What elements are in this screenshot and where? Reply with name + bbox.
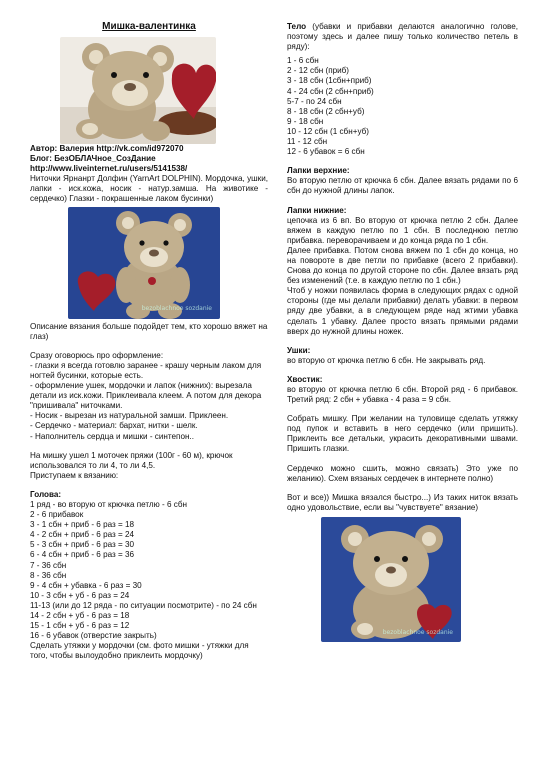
head-row: 9 - 4 сбн + убавка - 6 раз = 30 <box>30 580 142 590</box>
outro-text: Вот и все)) Мишка вязался быстро...) Из таких ниток вязать одно удовольствие, если вы "чувствуете" вязание) <box>287 492 518 512</box>
bear-photo-middle <box>68 207 220 319</box>
body-heading: Тело <box>287 22 307 31</box>
head-row: 4 - 2 сбн + приб - 6 раз = 24 <box>30 530 135 540</box>
body-row: 11 - 12 сбн <box>287 137 328 147</box>
blog-line: Блог: БезОБЛАЧное_СозДание <box>30 154 156 164</box>
body-row: 5-7 - по 24 сбн <box>287 96 342 106</box>
body-intro: (убавки и прибавки делаются аналогично голове, поэтому здесь и далее пишу только количество петель в ряду): <box>287 22 518 52</box>
body-row: 9 - 18 сбн <box>287 116 324 126</box>
head-row: 8 - 36 сбн <box>30 570 67 580</box>
design-note: - Наполнитель сердца и мишки - синтепон.. <box>30 431 194 441</box>
lower-paws-text: Далее прибавка. Потом снова вяжем по 1 сбн до конца, но на повороте в две петли по прибавке (всего 2 прибавки). Снова до конца по другой стороне по сбн. Далее вязать ряд без изменений (т.е. в каждую петлю по 1 сбн.) <box>287 245 518 286</box>
photo-watermark: bezoblachnoe sozdanie <box>382 628 453 636</box>
lower-paws-text: Чтоб у ножки появилась форма в следующих рядах с одной стороны (где мы делали прибавки) делать убавки: в первом ряду две убавки, а в следующем ряде над жтими убавка сделать 1 убавку. Далее просто вязать прямыми рядами вверх до нужной длины ножек. <box>287 286 518 336</box>
assembly-text: Собрать мишку. При желании на туловище сделать утяжку под пупок и вставить в него сердечко (или пришить). Приклеить все детальки, украсить декоративными швами. Пришить глазки. <box>287 414 518 454</box>
materials-text: Ниточки Ярнанрт Долфин (YarnArt DOLPHIN). Мордочка, ушки, лапки - иск.кожа, носик - натур.замша. На животике - сердечко) Глазки - покрашенные лаком бусинки) <box>30 174 268 204</box>
body-row: 12 - 6 убавок = 6 сбн <box>287 147 365 157</box>
design-note: - Носик - вырезан из натуральной замши. Приклеен. <box>30 411 229 421</box>
left-column <box>30 22 268 661</box>
intro-note: Описание вязания больше подойдет тем, кто хорошо вяжет на глаз) <box>30 321 268 341</box>
lower-paws-text: цепочка из 6 вп. Во вторую от крючка петлю 2 сбн. Далее вяжем в каждую петлю по 1 сбн. В последнюю петлю прибавка. переворачиваем и до конца ряда по 1 сбн. <box>287 215 518 245</box>
tail-heading: Хвостик: <box>287 374 323 384</box>
head-row: 5 - 3 сбн + приб - 6 раз = 30 <box>30 540 135 550</box>
head-row: Сделать утяжки у мордочки (см. фото мишки - утяжки для того, чтобы вылоудобно приклеить мордочку) <box>30 641 249 661</box>
head-row: 6 - 4 сбн + приб - 6 раз = 36 <box>30 550 135 560</box>
head-row: 2 - 6 прибавок <box>30 510 84 520</box>
head-heading: Голова: <box>30 489 62 499</box>
body-row: 10 - 12 сбн (1 сбн+уб) <box>287 126 369 136</box>
design-note: - Сердечко - материал: бархат, нитки - шелк. <box>30 421 198 431</box>
blog-url[interactable]: http://www.liveinternet.ru/users/5141538/ <box>30 164 188 174</box>
head-row: 1 ряд - во вторую от крючка петлю - 6 сбн <box>30 499 187 509</box>
lower-paws-heading: Лапки нижние: <box>287 205 347 215</box>
tail-text: во вторую от крючка петлю 6 сбн. Второй ряд - 6 прибавок. Третий ряд: 2 сбн + убавка - 4 раза = 9 сбн. <box>287 385 518 405</box>
design-note: - оформление ушек, мордочки и лапок (нижних): вырезала детали из иск.кожи. Приклеивала клеем. А потом для декора "пришивала" ниточками. <box>30 381 262 411</box>
upper-paws-text: Во вторую петлю от крючка 6 сбн. Далее вязать рядами по 6 сбн до нужной длины лапок. <box>287 176 518 196</box>
head-row: 15 - 1 сбн + уб - 6 раз = 12 <box>30 621 130 631</box>
design-notes-heading: Сразу оговорюсь про оформление: <box>30 350 164 360</box>
body-row: 3 - 18 сбн (1сбн+приб) <box>287 76 372 86</box>
ears-text: во вторую от крючка петлю 6 сбн. Не закрывать ряд. <box>287 355 486 365</box>
bear-on-blue-image <box>68 207 220 319</box>
upper-paws-heading: Лапки верхние: <box>287 166 350 176</box>
bear-close-up-image <box>321 517 461 642</box>
body-row: 1 - 6 сбн <box>287 56 319 66</box>
body-row: 8 - 18 сбн (2 сбн+уб) <box>287 106 365 116</box>
bear-photo-top <box>60 37 216 144</box>
head-row: 11-13 (или до 12 ряда - по ситуации посмотрите) - по 24 сбн <box>30 600 257 610</box>
right-column <box>287 22 518 642</box>
photo-watermark: bezoblachnoe sozdanie <box>141 305 212 313</box>
head-row: 3 - 1 сбн + приб - 6 раз = 18 <box>30 520 135 530</box>
bear-with-heart-image <box>60 37 216 144</box>
body-section <box>287 22 518 52</box>
head-row: 14 - 2 сбн + уб - 6 раз = 18 <box>30 611 130 620</box>
author-line: Автор: Валерия http://vk.com/id972070 <box>30 144 184 153</box>
start-note: Приступаем к вязанию: <box>30 470 119 480</box>
body-row: 4 - 24 сбн (2 сбн+приб) <box>287 86 374 96</box>
heart-note: Сердечко можно сшить, можно связать) Это уже по желанию). Схем вязаных сердечек в интернете полно) <box>287 463 518 483</box>
yarn-note: На мишку ушел 1 моточек пряжи (100г - 60 м), крючок использовался то ли 4, то ли 4,5. <box>30 450 233 470</box>
bear-photo-bottom <box>321 517 461 642</box>
design-note: - глазки я всегда готовлю заранее - крашу черным лаком для ногтей бусинки, которые есть. <box>30 360 262 380</box>
body-row: 2 - 12 сбн (приб) <box>287 66 350 76</box>
head-row: 7 - 36 сбн <box>30 560 67 570</box>
head-row: 10 - 3 сбн + уб - 6 раз = 24 <box>30 590 130 600</box>
page-title: Мишка-валентинка <box>102 21 196 32</box>
ears-heading: Ушки: <box>287 345 311 355</box>
head-row: 16 - 6 убавок (отверстие закрыть) <box>30 631 157 641</box>
